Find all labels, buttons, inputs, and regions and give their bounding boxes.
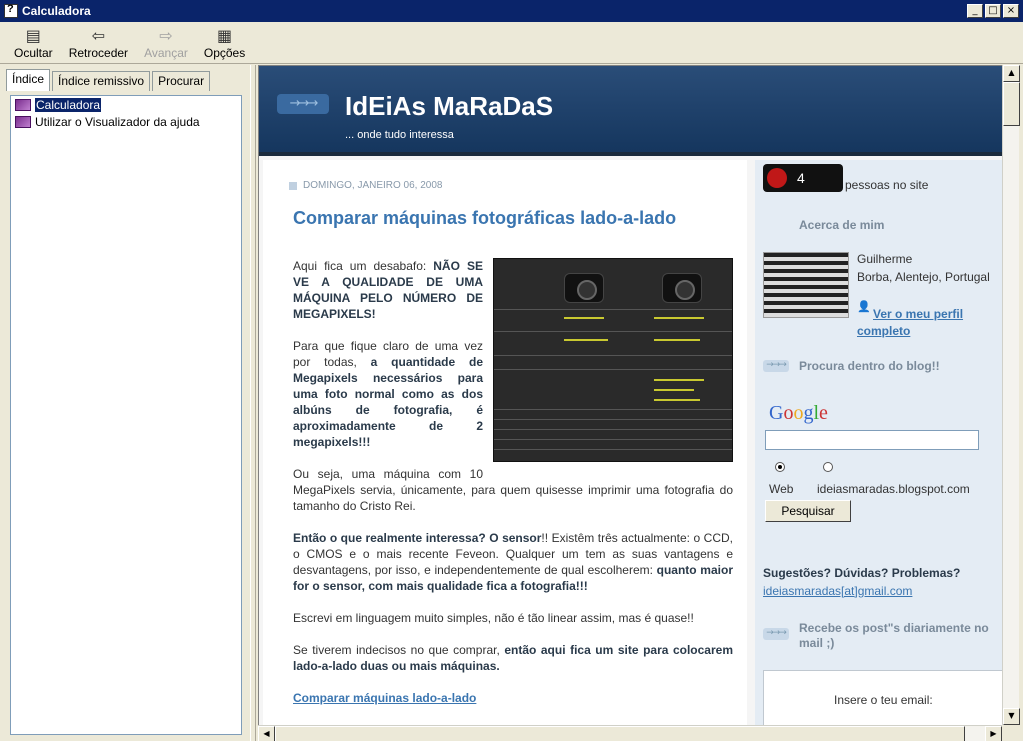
paragraph-1: Aqui fica um desabafo: NÃO SE VE A QUALIDADE DE UMA MÁQUINA PELO NÚMERO DE MEGAPIXELS! <box>293 259 483 321</box>
arrow-bullet-icon: →→→ <box>763 628 789 640</box>
content-pane <box>258 65 1002 725</box>
author-location: Borba, Alentejo, Portugal <box>857 270 990 284</box>
window-title: Calculadora <box>22 4 91 18</box>
radio-site[interactable] <box>823 462 833 472</box>
comparison-link[interactable]: Comparar máquinas lado-a-lado <box>293 691 477 705</box>
horizontal-scrollbar[interactable] <box>258 725 1002 741</box>
search-button[interactable]: Pesquisar <box>765 500 851 522</box>
vertical-scrollbar[interactable] <box>1002 65 1019 725</box>
camera-icon <box>662 273 702 303</box>
back-arrow-icon: ⇦ <box>91 26 106 45</box>
book-icon <box>15 116 31 128</box>
scroll-left-icon[interactable]: ◀ <box>258 726 275 741</box>
options-button[interactable] <box>198 22 251 63</box>
paragraph-6: Se tiverem indecisos no que comprar, então aqui fica um site para colocarem lado-a-lado duas ou mais máquinas. <box>293 643 733 673</box>
search-heading: Procura dentro do blog!! <box>799 359 940 373</box>
pane-splitter[interactable] <box>250 65 256 741</box>
hide-label: Ocultar <box>14 46 53 60</box>
hide-pane-icon: ▤ <box>25 26 41 45</box>
subscribe-heading: Recebe os post"s diariamente no mail ;) <box>799 621 989 650</box>
toolbar <box>0 22 1023 64</box>
profile-person-icon: 👤 <box>857 301 871 313</box>
contact-email-link[interactable]: ideiasmaradas[at]gmail.com <box>763 584 913 598</box>
radio-site-label: ideiasmaradas.blogspot.com <box>817 482 970 496</box>
paragraph-3: Ou seja, uma máquina com 10 MegaPixels servia, únicamente, para quem quisesse imprimir uma fotografia do tamanho do Cristo Rei. <box>293 467 733 513</box>
scroll-up-icon[interactable]: ▲ <box>1003 65 1020 82</box>
tree-item-label: Utilizar o Visualizador da ajuda <box>35 114 200 129</box>
horizontal-scroll-thumb[interactable] <box>275 726 965 741</box>
tree-item-label: Calculadora <box>36 97 101 112</box>
back-button[interactable] <box>63 22 134 63</box>
email-prompt: Insere o teu email: <box>834 693 933 707</box>
radio-web[interactable] <box>775 462 785 472</box>
tab-index[interactable]: Índice <box>6 69 50 91</box>
contact-heading: Sugestões? Dúvidas? Problemas? <box>763 566 961 580</box>
profile-link[interactable]: Ver o meu perfil completo <box>857 307 964 338</box>
paragraph-4: Então o que realmente interessa? O sensor!! Existêm três actualmente: o CCD, o CMOS e o mais recente Feveon. Qualquer um tem as suas vantagens e desvantagens, por isso, e independentemente de qual escolherem: quanto maior for o sensor, com mais qualidade fica a fotografia!!! <box>293 531 733 593</box>
paragraph-7 <box>293 690 733 706</box>
post-date-text: DOMINGO, JANEIRO 06, 2008 <box>303 180 443 191</box>
tree-item-help-viewer[interactable] <box>11 113 241 130</box>
blog-title[interactable]: IdEiAs MaRaDaS <box>345 91 554 121</box>
post-column <box>263 160 747 725</box>
date-bullet-icon <box>289 182 297 190</box>
window-controls <box>967 4 1019 18</box>
sidebar <box>755 160 1002 725</box>
arrow-logo-icon: →→→ <box>277 94 329 114</box>
vertical-scroll-thumb[interactable] <box>1003 82 1020 126</box>
forward-button[interactable] <box>138 22 194 63</box>
back-label: Retroceder <box>68 46 129 60</box>
google-logo: Google <box>769 402 828 424</box>
paragraph-5: Escrevi em linguagem muito simples, não é tão linear assim, mas é quase!! <box>293 611 694 625</box>
post-date <box>289 180 443 191</box>
blog-subtitle: ... onde tudo interessa <box>345 129 454 141</box>
scroll-down-icon[interactable]: ▼ <box>1003 708 1020 725</box>
author-name: Guilherme <box>857 252 913 266</box>
tree-item-calculadora[interactable] <box>11 96 241 113</box>
forward-label: Avançar <box>144 46 188 60</box>
hide-button[interactable] <box>8 22 59 63</box>
camera-comparison-image <box>493 258 733 462</box>
minimize-button[interactable]: _ <box>967 4 983 18</box>
post-title[interactable]: Comparar máquinas fotográficas lado-a-lado <box>293 208 677 228</box>
about-heading: Acerca de mim <box>799 218 885 232</box>
maximize-button[interactable]: □ <box>985 4 1001 18</box>
post-body <box>293 258 733 722</box>
online-label: pessoas no site <box>845 178 929 192</box>
counter-widget[interactable] <box>763 164 843 192</box>
radio-web-label: Web <box>769 482 794 496</box>
book-icon <box>15 99 31 111</box>
online-count: 4 <box>797 170 805 186</box>
nav-tabs <box>6 71 212 93</box>
arrow-bullet-icon: →→→ <box>763 360 789 372</box>
topic-tree <box>10 95 242 735</box>
paragraph-2: Para que fique claro de uma vez por todas, a quantidade de Megapixels necessários para uma foto normal como as dos albúns de fotografia, é aproximadamente de 2 megapixels!!! <box>293 339 483 449</box>
author-avatar[interactable] <box>763 252 849 318</box>
tab-search[interactable]: Procurar <box>152 71 210 91</box>
subscribe-box <box>763 670 1002 725</box>
person-icon <box>767 168 787 188</box>
title-bar <box>0 0 1023 22</box>
close-button[interactable]: × <box>1003 4 1019 18</box>
scroll-right-icon[interactable]: ▶ <box>985 726 1002 741</box>
help-app-icon <box>4 4 18 18</box>
navigation-pane <box>0 65 256 741</box>
options-icon: ▦ <box>216 26 233 45</box>
forward-arrow-icon: ⇨ <box>159 26 173 45</box>
options-label: Opções <box>203 46 246 60</box>
online-counter <box>763 164 928 192</box>
camera-icon <box>564 273 604 303</box>
tab-search-index[interactable]: Índice remissivo <box>52 71 150 91</box>
blog-header <box>259 66 1002 156</box>
google-search-input[interactable] <box>765 430 979 450</box>
